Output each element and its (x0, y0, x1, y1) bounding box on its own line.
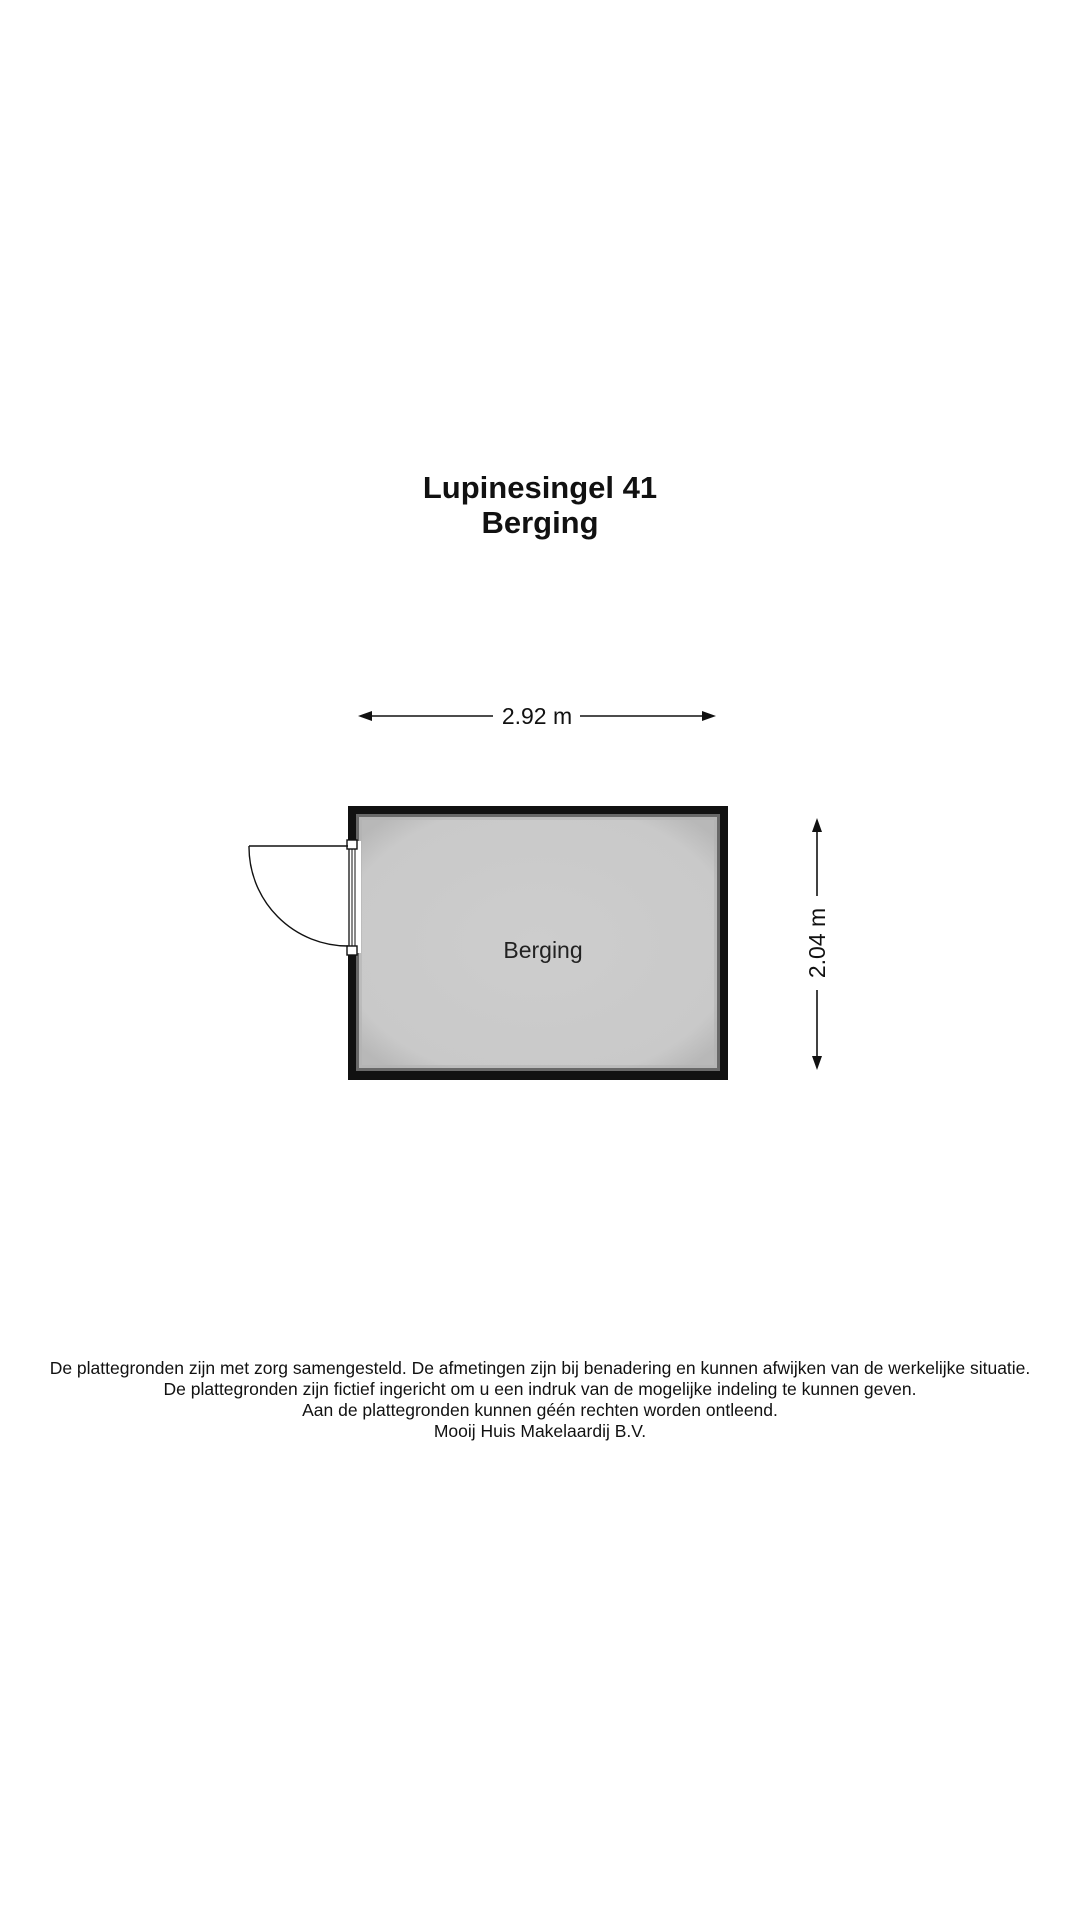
width-label: 2.92 m (501, 703, 573, 729)
arrow-up-icon (812, 818, 822, 832)
door-opening (346, 841, 361, 953)
width-dimension (358, 703, 716, 729)
disclaimer-line: Aan de plattegronden kunnen géén rechten worden ontleend. (302, 1400, 778, 1420)
address-title: Lupinesingel 41 (422, 470, 658, 505)
height-dimension (804, 818, 830, 1070)
door-frame-top (347, 840, 357, 849)
door-swing-arc (249, 846, 348, 946)
arrow-right-icon (702, 711, 716, 721)
disclaimer-line: De plattegronden zijn fictief ingericht om u een indruk van de mogelijke indeling te kunnen geven. (163, 1379, 917, 1399)
disclaimer-line: De plattegronden zijn met zorg samengesteld. De afmetingen zijn bij benadering en kunnen afwijken van de werkelijke situatie. (49, 1358, 1031, 1378)
height-label: 2.04 m (804, 907, 830, 979)
disclaimer (0, 1358, 1080, 1442)
arrow-left-icon (358, 711, 372, 721)
door-swing-icon (249, 840, 361, 955)
company-name: Mooij Huis Makelaardij B.V. (433, 1421, 647, 1441)
room-berging (348, 806, 728, 1080)
room-label: Berging (503, 937, 583, 963)
arrow-down-icon (812, 1056, 822, 1070)
floor-name-title: Berging (481, 505, 599, 540)
door-frame-bottom (347, 946, 357, 955)
